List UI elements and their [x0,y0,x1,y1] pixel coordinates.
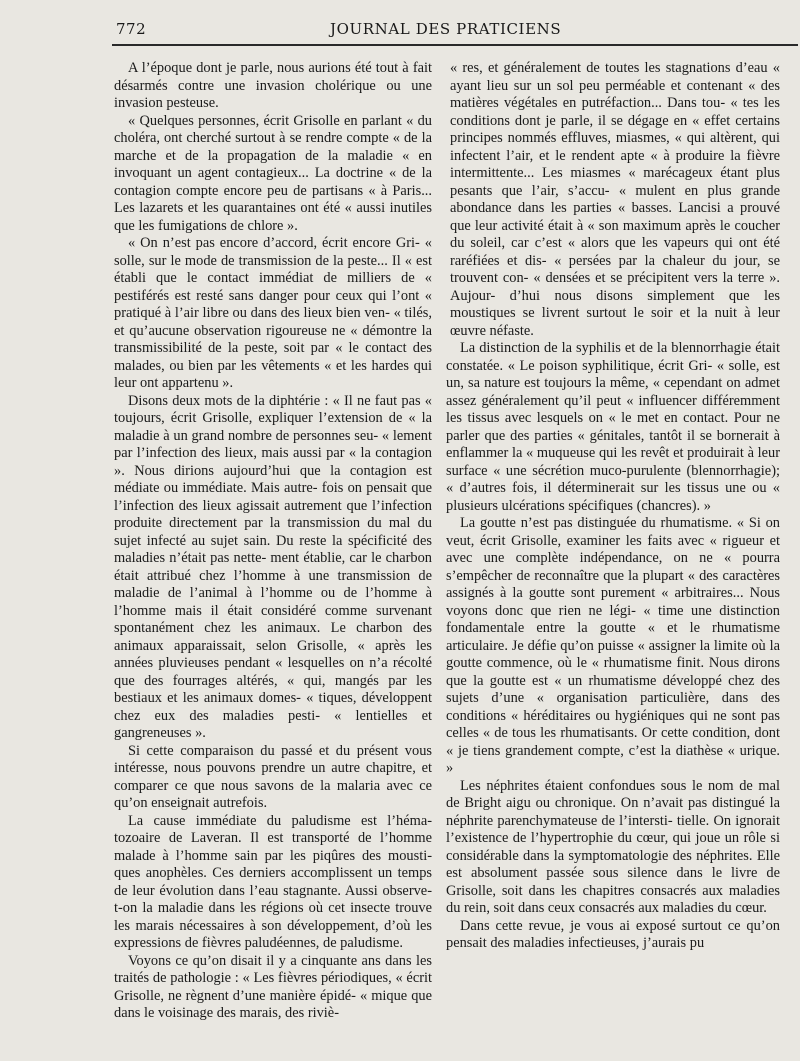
paragraph: « Quelques personnes, écrit Grisolle en parlant « du choléra, ont cherché surtout à se rendre compte « de la marche et de la propagation de la maladie « en invoquant un agent contagieux... La doctrine « de la contagion compte encore peu de partisans « à Paris... Les lazarets et les quarantaines ont été « aussi inutiles que les fumigations de chlore ». [114,112,432,234]
paragraph-continued: « res, et généralement de toutes les stagnations d’eau « ayant lieu sur un sol peu perméable et contenant « des matières végétales en putréfaction... Dans tou- « tes les conditions dont je parle, il se dégage en « effet certains principes nommés effluves, miasmes, « qui altèrent, qui infectent l’air, et le rendent apte « à produire la fièvre intermittente... Les miasmes « marécageux étant plus pesants que l’air, s’accu- « mulent en plus grande abondance dans les parties « basses. Lancisi a prouvé que leur activité était à « son maximum après le coucher du soleil, car c’est « alors que les vapeurs qui ont été raréfiées et dis- « persées par la chaleur du jour, se trouvent con- « densées et se précipitent vers la terre ». Aujour- d’hui nous disons simplement que les moustiques se livrent surtout le soir et la nuit à leur œuvre néfaste. [450,60,780,339]
paragraph: La cause immédiate du paludisme est l’héma- tozoaire de Laveran. Il est transporté de l’homme malade à l’homme sain par les piqûres des mousti- ques anophèles. Ces derniers accomplissent un temps de leur évolution dans l’eau stagnante. Aussi observe- t-on la maladie dans les régions où cet insecte trouve les marais nécessaires à son développement, d’où les expressions de fièvres paludéennes, de paludisme. [114,812,432,951]
header-rule [112,44,798,46]
paragraph: Disons deux mots de la diphtérie : « Il ne faut pas « toujours, écrit Grisolle, expliquer l’extension de « la maladie à un grand nombre de personnes seu- « lement par l’infection des lieux, mais aussi par « la contagion ». Nous dirions aujourd’hui que la contagion est médiate ou immédiate. Mais autre- fois on pensait que l’infection des lieux agissait autrement que l’infection produite directement par la transmission du mal du sujet infecté au sujet sain. Du reste la spécificité des maladies n’était pas nette- ment établie, car le charbon était attribué chez l’homme à une transmission de maladie de l’animal à l’homme ou de l’homme à l’homme mais il était considéré comme survenant spontanément chez les animaux. Le charbon des animaux apparaissait, selon Grisolle, « après les années pluvieuses pendant « lesquelles on n’a récolté que des fourrages altérés, « qui, mangés par les bestiaux et les animaux domes- « tiques, développent chez eux des maladies pesti- « lentielles et gangreneuses ». [114,392,432,741]
paragraph: A l’époque dont je parle, nous aurions été tout à fait désarmés contre une invasion cholérique ou une invasion pesteuse. [114,60,432,111]
paragraph: Voyons ce qu’on disait il y a cinquante ans dans les traités de pathologie : « Les fièvres périodiques, « écrit Grisolle, ne règnent d’une manière épidé- « mique que dans le voisinage des marais, des riviè- [114,952,432,1021]
paragraph: La goutte n’est pas distinguée du rhumatisme. « Si on veut, écrit Grisolle, examiner les faits avec « rigueur et avec une complète indépendance, on ne « pourra s’empêcher de reconnaître que la plupart « des caractères assignés à la goutte sont purement « arbitraires... Nous voyons donc que rien ne légi- « time une distinction fondamentale entre la goutte « et le rhumatisme articulaire. Je défie qu’on puisse « assigner la limite où la goutte commence, où le « rhumatisme finit. Nous dirons que la goutte est « un rhumatisme développé chez des sujets d’une « organisation particulière, dans des conditions « héréditaires ou hygiéniques qui ne sont pas celles « de tous les rhumatisants. Or cette condition, dont « je tiens grandement compte, c’est la diathèse « urique. » [446,515,780,776]
paragraph: Dans cette revue, je vous ai exposé surtout ce qu’on pensait des maladies infectieuses, j’aurais pu [446,917,780,951]
right-column [446,60,780,1060]
paragraph: « On n’est pas encore d’accord, écrit encore Gri- « solle, sur le mode de transmission de la peste... Il « est établi que le contact immédiat de milliers de « pestiférés est resté sans danger pour ceux qui l’ont « pratiqué à l’air libre ou dans des lieux bien ven- « tilés, et qu’aucune observation rigoureuse ne « démontre la transmissibilité de la peste, soit par « le contact des malades, ou bien par les vêtements « et les hardes qui leur ont appartenu ». [114,235,432,391]
page-header [0,0,800,46]
page-number: 772 [116,20,147,38]
running-head: JOURNAL DES PRATICIENS [330,20,562,38]
paragraph: La distinction de la syphilis et de la blennorrhagie était constatée. « Le poison syphilitique, écrit Gri- « solle, est un, sa nature est toujours la même, « cependant on admet assez généralement qu’il peut « influencer différemment les tissus avec lesquels on « le met en contact. Pour ne parler que des parties « génitales, tantôt il se bornerait à enflammer la « muqueuse qui les revêt et produirait à leur surface « une sécrétion muco-purulente (blennorrhagie); « d’autres fois, il déterminerait sur les tissus une ou « plusieurs ulcérations spécifiques (chancres). » [446,340,780,514]
paragraph: Les néphrites étaient confondues sous le nom de mal de Bright aigu ou chronique. On n’avait pas distingué la néphrite parenchymateuse de l’intersti- tielle. On ignorait l’existence de l’hypertrophie du cœur, qui joue un rôle si considérable dans la symptomatologie des néphrites. Elle est absolument passée sous silence dans le livre de Grisolle, soit dans les chapitres consacrés aux maladies du rein, soit dans ceux consacrés aux maladies du cœur. [446,777,780,916]
paragraph: Si cette comparaison du passé et du présent vous intéresse, nous pouvons prendre un autre chapitre, et comparer ce que nous savons de la malaria avec ce qu’on enseignait autrefois. [114,742,432,811]
left-column [114,60,432,1060]
